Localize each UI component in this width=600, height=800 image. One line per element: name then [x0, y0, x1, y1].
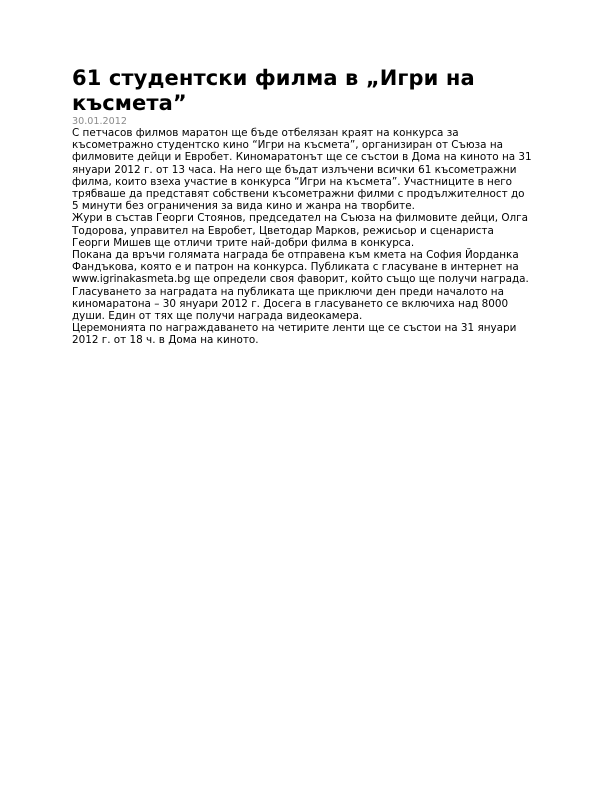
- article-title: 61 студентски филма в „Игри на късмета”: [72, 66, 475, 115]
- article-date: 30.01.2012: [72, 116, 127, 127]
- paragraph-1: С петчасов филмов маратон ще бъде отбелязан краят на конкурса за късометражно студентско кино “Игри на късмета”, организиран от Съюза на филмовите дейци и Евробет. Киномаратонът ще се състои в Дома на киното на 31 януари 2012 г. от 13 часа. На него ще бъдат излъчени всички 61 късометражни филма, които взеха участие в конкурса “Игри на късмета”. Участниците в него трябваше да представят собствени късометражни филми с продължителност до 5 минути без ограничения за вида кино и жанра на творбите.: [72, 127, 532, 213]
- paragraph-2: Жури в състав Георги Стоянов, председател на Съюза на филмовите дейци, Олга Тодорова, управител на Евробет, Цветодар Марков, режисьор и сценариста Георги Мишев ще отличи трите най-добри филма в конкурса.: [72, 212, 529, 249]
- article-body: [72, 127, 534, 347]
- paragraph-5: Церемонията по награждаването на четирите ленти ще се състои на 31 януари 2012 г. от 18 ч. в Дома на киното.: [72, 322, 517, 347]
- paragraph-4: Гласуването за наградата на публиката ще приключи ден преди началото на киномаратона – 30 януари 2012 г. Досега в гласуването се включиха над 8000 души. Един от тях ще получи награда видеокамера.: [72, 285, 509, 323]
- paragraph-3: Покана да връчи голямата награда бе отправена към кмета на София Йорданка Фандъкова, която е и патрон на конкурса. Публиката с гласуване в интернет на www.igrinakasmeta.bg ще определи своя фаворит, който също ще получи награда.: [72, 249, 529, 286]
- article: [72, 66, 534, 347]
